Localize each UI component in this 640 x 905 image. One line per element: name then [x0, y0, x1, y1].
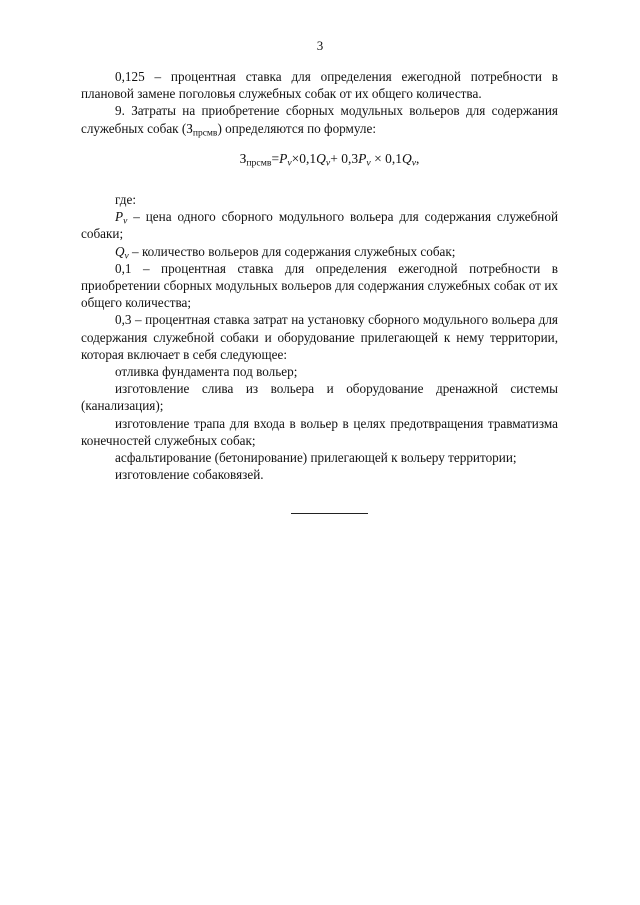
- page-number: 3: [316, 38, 324, 53]
- document-body: [81, 68, 558, 483]
- list-item: асфальтирование (бетонирование) прилегающей к вольеру территории;: [115, 450, 517, 466]
- formula-q2-sub: v: [411, 157, 417, 169]
- formula-q2: Q: [401, 150, 412, 166]
- formula-p2: P: [358, 150, 367, 166]
- item-9-text: 9. Затраты на приобретение сборных модульных вольеров для содержания служебных собак (З: [81, 103, 558, 136]
- list-item: изготовление слива из вольера и оборудование дренажной системы (канализация);: [81, 381, 558, 414]
- definition-qv-symbol: Q: [115, 243, 125, 259]
- definition-pv-symbol: P: [115, 209, 124, 225]
- where-label: где:: [115, 192, 136, 208]
- list-item: изготовление собаковязей.: [115, 467, 264, 483]
- paragraph-item-9: [81, 102, 558, 136]
- item-9-text-end: ) определяются по формуле:: [217, 120, 377, 136]
- formula-q1: Q: [316, 150, 326, 166]
- formula: [81, 150, 558, 167]
- paragraph-rate-01: 0,1 – процентная ставка для определения ежегодной потребности в приобретении сборных модульных вольеров для содержания служебных собак от их общего количества;: [81, 260, 558, 311]
- definition-pv: [81, 208, 558, 242]
- item-9-subscript: прсмв: [192, 127, 218, 138]
- formula-lhs-subscript: прсмв: [246, 157, 272, 169]
- paragraph-rate-03: 0,3 – процентная ставка затрат на установку сборного модульного вольера для содержания служебной собаки и оборудование прилегающей к нему территории, которая включает в себя следующее:: [81, 312, 558, 362]
- formula-p1-sub: v: [287, 157, 292, 169]
- formula-p1: P: [279, 150, 288, 166]
- definition-qv-text: – количество вольеров для содержания служебных собак;: [128, 243, 456, 259]
- definition-pv-subscript: v: [123, 216, 128, 227]
- formula-equals: =: [271, 150, 280, 166]
- paragraph-rate-0125: 0,125 – процентная ставка для определения ежегодной потребности в плановой замене поголовья служебных собак от их общего количества.: [81, 69, 558, 102]
- list-item: изготовление трапа для входа в вольер в целях предотвращения травматизма конечностей служебных собак;: [81, 415, 558, 448]
- formula-times-1: ×0,1: [291, 150, 317, 166]
- list-item: отливка фундамента под вольер;: [115, 364, 298, 380]
- definition-qv-subscript: v: [124, 251, 129, 261]
- formula-times-2: × 0,1: [370, 150, 402, 166]
- formula-lhs: З: [239, 150, 247, 166]
- formula-plus: + 0,3: [330, 150, 359, 166]
- formula-p2-sub: v: [366, 157, 371, 169]
- end-divider: [291, 513, 368, 514]
- definition-qv: [81, 243, 558, 260]
- definition-pv-text: – цена одного сборного модульного вольера для содержания служебной собаки;: [81, 209, 558, 242]
- formula-tail: ,: [416, 150, 420, 166]
- formula-q1-sub: v: [325, 157, 331, 169]
